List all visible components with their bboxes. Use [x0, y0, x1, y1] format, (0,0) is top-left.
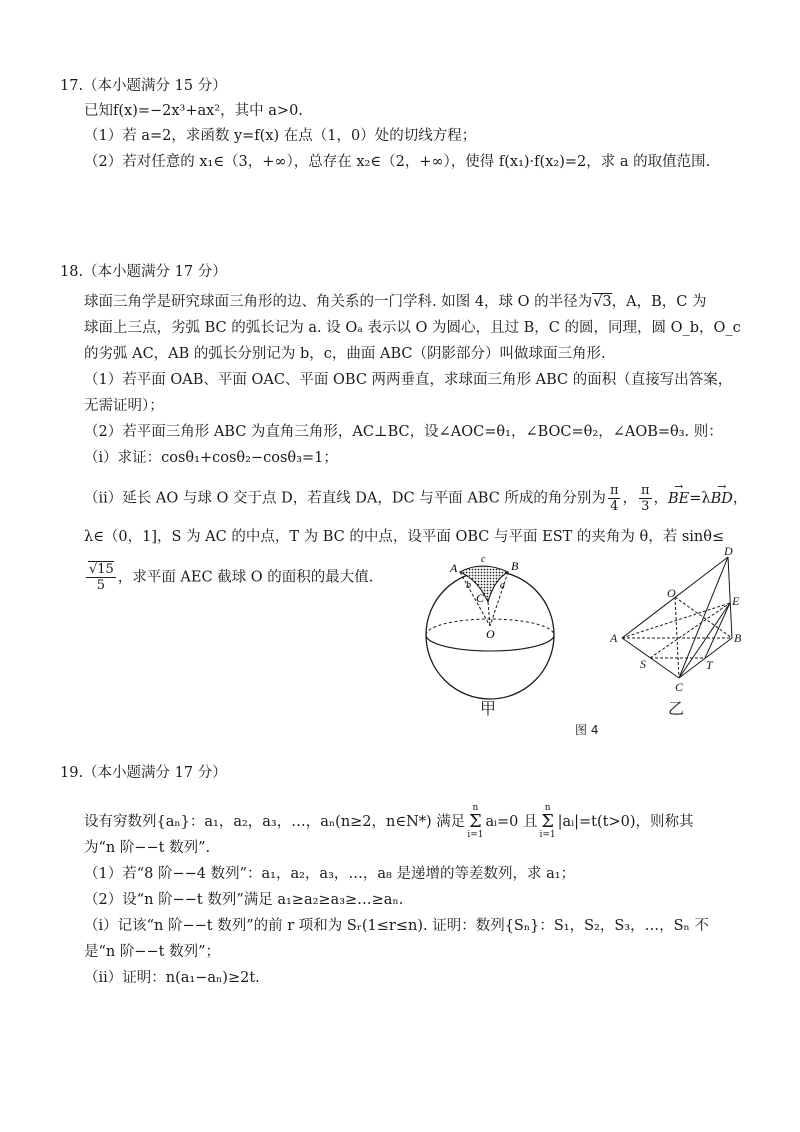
figure-label-yi: 乙 [668, 699, 685, 718]
fraction-pi-over-4: $\frac{\pi}{4}$ [609, 483, 619, 514]
pyramid-label-o: O [667, 586, 676, 600]
pyramid-label-d: D [724, 545, 733, 558]
summation-abs-ai: n Σ i=1 [539, 803, 556, 840]
q19-part2-ii: （ii）证明：n(a₁−aₙ)≥2t. [84, 970, 260, 986]
q18-part2-i: （i）求证：cosθ₁+cosθ₂−cosθ₃=1； [84, 450, 338, 466]
q19-definition-line2: 为“n 阶−−t 数列”. [84, 840, 211, 856]
q19-sum-condition: aᵢ=0 且 [485, 814, 538, 830]
q18-part1-line1: （1）若平面 OAB、平面 OAC、平面 OBC 两两垂直，求球面三角形 ABC 的面积（直接写出答案， [84, 372, 733, 388]
figure-caption: 图 4 [575, 723, 599, 737]
q18-comma: ， [653, 490, 669, 507]
sphere-label-b: B [511, 559, 519, 573]
pyramid-label-t: T [706, 658, 713, 672]
q18-ii-question: ，求平面 AEC 截球 O 的面积的最大值. [117, 569, 374, 586]
q19-part1: （1）若“8 阶−−4 数列”：a₁，a₂，a₃，…，a₈ 是递增的等差数列，求 a₁； [84, 866, 576, 882]
q18-part1-line2: 无需证明）； [84, 398, 164, 414]
q19-abs-condition: |aᵢ|=t(t>0)，则称其 [557, 814, 694, 830]
q18-part2-ii-line1 [84, 483, 747, 514]
vector-bd: → BD [711, 489, 733, 509]
figure-pyramid [600, 545, 750, 705]
q18-intro-text: 球面三角学是研究球面三角形的边、角关系的一门学科. 如图 4，球 O 的半径为 [84, 294, 593, 310]
sphere-label-arc-c: c [481, 554, 486, 565]
sphere-label-o: O [486, 627, 495, 641]
q18-intro-points: ，A，B，C 为 [611, 294, 707, 310]
fraction-sqrt15-over-5: $\frac{√15}{5}$ [86, 562, 116, 593]
q17-condition: ，其中 a>0. [220, 103, 303, 119]
q19-part2-i-line2: 是“n 阶−−t 数列”； [84, 944, 221, 960]
q19-definition-text: 设有穷数列{aₙ}：a₁，a₂，a₃，…，aₙ(n≥2，n∈N*) 满足 [84, 814, 466, 830]
q18-part2-ii-line2: λ∈（0，1]，S 为 AC 的中点，T 为 BC 的中点，设平面 OBC 与平面 EST 的夹角为 θ，若 sinθ≤ [84, 529, 725, 545]
sphere-label-arc-a: a [500, 580, 505, 591]
q18-radius: √3 [593, 294, 612, 310]
q18-intro-line2: 球面上三点，劣弧 BC 的弧长记为 a. 设 Oₐ 表示以 O 为圆心，且过 B，C 的圆，同理，圆 O_b，O_c [84, 320, 741, 336]
q18-comma-end: ， [732, 490, 748, 507]
q19-part2: （2）设“n 阶−−t 数列”满足 a₁≥a₂≥a₃≥…≥aₙ. [84, 892, 404, 908]
sphere-label-a: A [450, 561, 458, 575]
q17-header: 17.（本小题满分 15 分） [60, 78, 227, 94]
q19-header: 19.（本小题满分 17 分） [60, 765, 227, 781]
q18-lambda: =λ [689, 490, 711, 507]
sphere-label-c: C [476, 591, 485, 605]
figure-label-jia: 甲 [480, 699, 497, 718]
sphere-label-arc-b: b [466, 580, 471, 591]
pyramid-label-b: B [734, 631, 742, 645]
q18-intro-line1 [84, 292, 706, 312]
q18-separator: ， [622, 490, 637, 507]
q19-definition-line1 [84, 804, 694, 840]
q17-function: f(x)=−2x³+ax² [113, 103, 221, 119]
q18-part2-ii-line3 [84, 562, 373, 593]
fraction-pi-over-3: $\frac{\pi}{3}$ [640, 483, 650, 514]
figure-sphere [420, 550, 570, 720]
q17-part1: （1）若 a=2，求函数 y=f(x) 在点（1，0）处的切线方程； [84, 128, 477, 144]
q17-part2: （2）若对任意的 x₁∈（3，+∞），总存在 x₂∈（2，+∞），使得 f(x₁)·f(x₂)=2，求 a 的取值范围. [84, 154, 711, 170]
q19-part2-i-line1: （i）记该“n 阶−−t 数列”的前 r 项和为 Sᵣ(1≤r≤n). 证明：数列{Sₙ}：S₁，S₂，S₃，…，Sₙ 不 [84, 918, 709, 934]
pyramid-label-s: S [640, 657, 646, 671]
pyramid-label-c: C [675, 680, 684, 694]
q18-part2: （2）若平面三角形 ABC 为直角三角形，AC⊥BC，设∠AOC=θ₁，∠BOC=θ₂，∠AOB=θ₃. 则： [84, 424, 723, 440]
q18-intro-line3: 的劣弧 AC，AB 的弧长分别记为 b，c，曲面 ABC（阴影部分）叫做球面三角形. [84, 346, 606, 362]
q18-header: 18.（本小题满分 17 分） [60, 264, 227, 280]
q17-statement [84, 101, 303, 121]
summation-ai: n Σ i=1 [467, 803, 484, 840]
q18-ii-text: （ii）延长 AO 与球 O 交于点 D，若直线 DA，DC 与平面 ABC 所成的角分别为 [84, 490, 606, 507]
vector-be: → BE [668, 489, 689, 509]
pyramid-label-a: A [610, 631, 618, 645]
q17-given-prefix: 已知 [84, 103, 113, 119]
pyramid-label-e: E [732, 594, 740, 608]
